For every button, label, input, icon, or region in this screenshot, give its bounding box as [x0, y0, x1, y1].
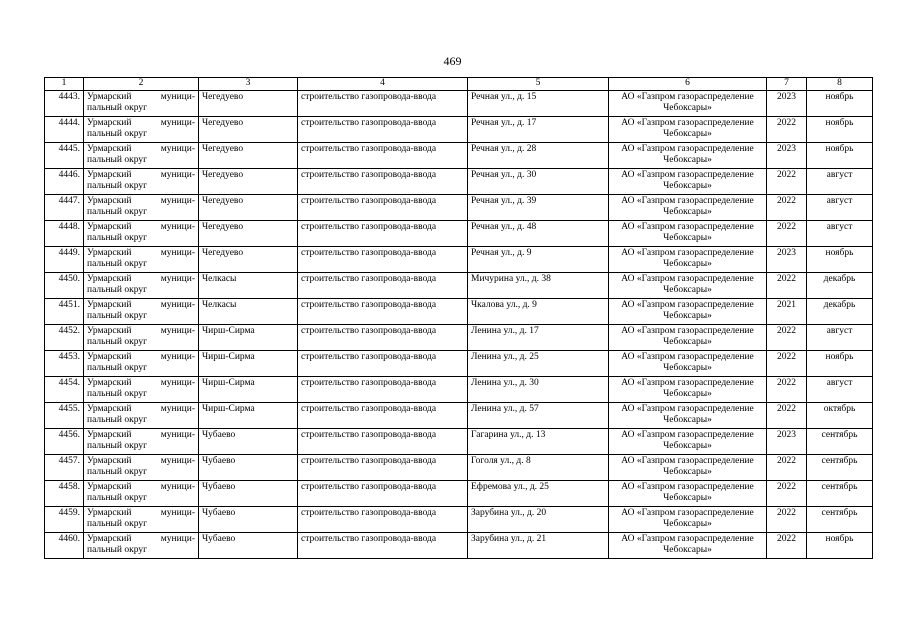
- address-cell: Ленина ул., д. 57: [468, 402, 609, 428]
- row-number-cell: 4451.: [45, 298, 84, 324]
- organization-line1: АО «Газпром газораспределение: [621, 299, 754, 310]
- organization-line1: АО «Газпром газораспределение: [621, 507, 754, 518]
- address-cell: Речная ул., д. 15: [468, 90, 609, 116]
- address-cell: Зарубина ул., д. 20: [468, 506, 609, 532]
- district-type-part2: пальный округ: [87, 441, 148, 451]
- row-number-cell: 4445.: [45, 142, 84, 168]
- row-number-cell: 4459.: [45, 506, 84, 532]
- address-cell: Ленина ул., д. 17: [468, 324, 609, 350]
- district-type-part1: муници-: [160, 507, 195, 518]
- month-cell: ноябрь: [807, 90, 873, 116]
- district-name: Урмарский: [87, 455, 132, 466]
- district-type-part1: муници-: [160, 533, 195, 544]
- organization-cell: [609, 532, 767, 558]
- organization-line1: АО «Газпром газораспределение: [621, 169, 754, 180]
- table-row: [45, 428, 873, 454]
- district-type-part1: муници-: [160, 143, 195, 154]
- district-name: Урмарский: [87, 91, 132, 102]
- organization-cell: [609, 220, 767, 246]
- district-type-part2: пальный округ: [87, 285, 148, 295]
- month-cell: октябрь: [807, 402, 873, 428]
- organization-line1: АО «Газпром газораспределение: [621, 351, 754, 362]
- month-cell: ноябрь: [807, 246, 873, 272]
- district-type-part1: муници-: [160, 429, 195, 440]
- address-cell: Гагарина ул., д. 13: [468, 428, 609, 454]
- organization-cell: [609, 350, 767, 376]
- work-type-cell: строительство газопровода-ввода: [298, 376, 468, 402]
- district-cell: [84, 272, 199, 298]
- district-type-part1: муници-: [160, 377, 195, 388]
- district-cell: [84, 376, 199, 402]
- organization-line1: АО «Газпром газораспределение: [621, 143, 754, 154]
- organization-line1: АО «Газпром газораспределение: [621, 117, 754, 128]
- organization-line1: АО «Газпром газораспределение: [621, 195, 754, 206]
- table-row: [45, 168, 873, 194]
- address-cell: Ефремова ул., д. 25: [468, 480, 609, 506]
- organization-line2: Чебоксары»: [663, 181, 712, 191]
- district-type-part2: пальный округ: [87, 415, 148, 425]
- settlement-cell: Чубаево: [199, 506, 298, 532]
- settlement-cell: Чегедуево: [199, 90, 298, 116]
- address-cell: Чкалова ул., д. 9: [468, 298, 609, 324]
- organization-line1: АО «Газпром газораспределение: [621, 325, 754, 336]
- district-cell: [84, 428, 199, 454]
- work-type-cell: строительство газопровода-ввода: [298, 168, 468, 194]
- organization-line2: Чебоксары»: [663, 519, 712, 529]
- year-cell: 2022: [767, 168, 807, 194]
- table-row: [45, 480, 873, 506]
- organization-cell: [609, 480, 767, 506]
- organization-line2: Чебоксары»: [663, 259, 712, 269]
- organization-cell: [609, 116, 767, 142]
- organization-line1: АО «Газпром газораспределение: [621, 377, 754, 388]
- organization-line2: Чебоксары»: [663, 155, 712, 165]
- row-number-cell: 4444.: [45, 116, 84, 142]
- district-type-part2: пальный округ: [87, 545, 148, 555]
- district-name: Урмарский: [87, 221, 132, 232]
- district-type-part2: пальный округ: [87, 233, 148, 243]
- organization-line1: АО «Газпром газораспределение: [621, 247, 754, 258]
- row-number-cell: 4443.: [45, 90, 84, 116]
- organization-line2: Чебоксары»: [663, 337, 712, 347]
- district-type-part2: пальный округ: [87, 311, 148, 321]
- row-number-cell: 4460.: [45, 532, 84, 558]
- address-cell: Гоголя ул., д. 8: [468, 454, 609, 480]
- organization-cell: [609, 90, 767, 116]
- work-type-cell: строительство газопровода-ввода: [298, 480, 468, 506]
- district-type-part1: муници-: [160, 455, 195, 466]
- district-cell: [84, 142, 199, 168]
- work-type-cell: строительство газопровода-ввода: [298, 116, 468, 142]
- district-type-part2: пальный округ: [87, 467, 148, 477]
- column-header: 2: [84, 78, 199, 91]
- organization-cell: [609, 428, 767, 454]
- district-name: Урмарский: [87, 117, 132, 128]
- district-type-part2: пальный округ: [87, 103, 148, 113]
- month-cell: ноябрь: [807, 350, 873, 376]
- month-cell: сентябрь: [807, 454, 873, 480]
- district-name: Урмарский: [87, 143, 132, 154]
- year-cell: 2022: [767, 402, 807, 428]
- organization-line2: Чебоксары»: [663, 415, 712, 425]
- organization-line2: Чебоксары»: [663, 233, 712, 243]
- month-cell: август: [807, 324, 873, 350]
- organization-cell: [609, 506, 767, 532]
- year-cell: 2023: [767, 428, 807, 454]
- row-number-cell: 4449.: [45, 246, 84, 272]
- address-cell: Мичурина ул., д. 38: [468, 272, 609, 298]
- district-type-part2: пальный округ: [87, 181, 148, 191]
- year-cell: 2022: [767, 272, 807, 298]
- organization-line1: АО «Газпром газораспределение: [621, 429, 754, 440]
- organization-line1: АО «Газпром газораспределение: [621, 481, 754, 492]
- table-row: [45, 532, 873, 558]
- year-cell: 2023: [767, 142, 807, 168]
- settlement-cell: Чирш-Сирма: [199, 402, 298, 428]
- table-row: [45, 220, 873, 246]
- organization-cell: [609, 402, 767, 428]
- district-cell: [84, 402, 199, 428]
- organization-cell: [609, 376, 767, 402]
- district-name: Урмарский: [87, 377, 132, 388]
- district-name: Урмарский: [87, 481, 132, 492]
- table-row: [45, 402, 873, 428]
- table-row: [45, 90, 873, 116]
- district-type-part1: муници-: [160, 325, 195, 336]
- row-number-cell: 4457.: [45, 454, 84, 480]
- district-name: Урмарский: [87, 533, 132, 544]
- district-cell: [84, 350, 199, 376]
- district-type-part1: муници-: [160, 117, 195, 128]
- district-type-part2: пальный округ: [87, 389, 148, 399]
- settlement-cell: Челкасы: [199, 298, 298, 324]
- work-type-cell: строительство газопровода-ввода: [298, 428, 468, 454]
- table-row: [45, 454, 873, 480]
- organization-line1: АО «Газпром газораспределение: [621, 221, 754, 232]
- work-type-cell: строительство газопровода-ввода: [298, 532, 468, 558]
- year-cell: 2022: [767, 454, 807, 480]
- address-cell: Ленина ул., д. 25: [468, 350, 609, 376]
- district-name: Урмарский: [87, 273, 132, 284]
- organization-line2: Чебоксары»: [663, 207, 712, 217]
- organization-line2: Чебоксары»: [663, 467, 712, 477]
- table-row: [45, 194, 873, 220]
- month-cell: сентябрь: [807, 506, 873, 532]
- column-header: 8: [807, 78, 873, 91]
- month-cell: август: [807, 376, 873, 402]
- district-name: Урмарский: [87, 507, 132, 518]
- settlement-cell: Чегедуево: [199, 168, 298, 194]
- work-type-cell: строительство газопровода-ввода: [298, 90, 468, 116]
- organization-cell: [609, 142, 767, 168]
- work-type-cell: строительство газопровода-ввода: [298, 194, 468, 220]
- year-cell: 2022: [767, 116, 807, 142]
- organization-line2: Чебоксары»: [663, 545, 712, 555]
- address-cell: Речная ул., д. 30: [468, 168, 609, 194]
- table-row: [45, 298, 873, 324]
- table-row: [45, 246, 873, 272]
- district-name: Урмарский: [87, 195, 132, 206]
- district-type-part1: муници-: [160, 481, 195, 492]
- year-cell: 2021: [767, 298, 807, 324]
- address-cell: Речная ул., д. 28: [468, 142, 609, 168]
- district-type-part2: пальный округ: [87, 493, 148, 503]
- district-cell: [84, 480, 199, 506]
- month-cell: сентябрь: [807, 428, 873, 454]
- district-type-part1: муници-: [160, 91, 195, 102]
- registry-table: [44, 77, 873, 559]
- district-name: Урмарский: [87, 169, 132, 180]
- district-type-part2: пальный округ: [87, 519, 148, 529]
- district-type-part1: муници-: [160, 169, 195, 180]
- row-number-cell: 4453.: [45, 350, 84, 376]
- year-cell: 2022: [767, 376, 807, 402]
- district-cell: [84, 324, 199, 350]
- month-cell: ноябрь: [807, 142, 873, 168]
- table-row: [45, 142, 873, 168]
- organization-line2: Чебоксары»: [663, 441, 712, 451]
- district-cell: [84, 116, 199, 142]
- district-type-part1: муници-: [160, 403, 195, 414]
- table-row: [45, 506, 873, 532]
- settlement-cell: Чубаево: [199, 428, 298, 454]
- column-header: 5: [468, 78, 609, 91]
- address-cell: Зарубина ул., д. 21: [468, 532, 609, 558]
- month-cell: август: [807, 168, 873, 194]
- column-header: 7: [767, 78, 807, 91]
- work-type-cell: строительство газопровода-ввода: [298, 246, 468, 272]
- organization-line1: АО «Газпром газораспределение: [621, 273, 754, 284]
- district-name: Урмарский: [87, 403, 132, 414]
- organization-line1: АО «Газпром газораспределение: [621, 533, 754, 544]
- year-cell: 2022: [767, 194, 807, 220]
- address-cell: Ленина ул., д. 30: [468, 376, 609, 402]
- organization-cell: [609, 246, 767, 272]
- organization-line2: Чебоксары»: [663, 363, 712, 373]
- year-cell: 2022: [767, 480, 807, 506]
- district-type-part1: муници-: [160, 221, 195, 232]
- district-cell: [84, 506, 199, 532]
- settlement-cell: Чубаево: [199, 480, 298, 506]
- month-cell: ноябрь: [807, 116, 873, 142]
- settlement-cell: Чирш-Сирма: [199, 350, 298, 376]
- organization-line2: Чебоксары»: [663, 129, 712, 139]
- settlement-cell: Чирш-Сирма: [199, 324, 298, 350]
- work-type-cell: строительство газопровода-ввода: [298, 506, 468, 532]
- settlement-cell: Чегедуево: [199, 194, 298, 220]
- header-row: [45, 78, 873, 91]
- work-type-cell: строительство газопровода-ввода: [298, 402, 468, 428]
- table-row: [45, 116, 873, 142]
- organization-line1: АО «Газпром газораспределение: [621, 403, 754, 414]
- district-name: Урмарский: [87, 351, 132, 362]
- district-name: Урмарский: [87, 299, 132, 310]
- organization-line2: Чебоксары»: [663, 311, 712, 321]
- district-type-part1: муници-: [160, 273, 195, 284]
- district-type-part2: пальный округ: [87, 207, 148, 217]
- district-type-part1: муници-: [160, 299, 195, 310]
- district-cell: [84, 246, 199, 272]
- district-cell: [84, 454, 199, 480]
- year-cell: 2022: [767, 350, 807, 376]
- table-row: [45, 376, 873, 402]
- table-row: [45, 324, 873, 350]
- organization-line2: Чебоксары»: [663, 285, 712, 295]
- address-cell: Речная ул., д. 9: [468, 246, 609, 272]
- district-cell: [84, 220, 199, 246]
- district-type-part1: муници-: [160, 195, 195, 206]
- row-number-cell: 4447.: [45, 194, 84, 220]
- district-cell: [84, 90, 199, 116]
- address-cell: Речная ул., д. 17: [468, 116, 609, 142]
- organization-line2: Чебоксары»: [663, 389, 712, 399]
- district-name: Урмарский: [87, 429, 132, 440]
- work-type-cell: строительство газопровода-ввода: [298, 220, 468, 246]
- work-type-cell: строительство газопровода-ввода: [298, 272, 468, 298]
- organization-cell: [609, 298, 767, 324]
- district-type-part2: пальный округ: [87, 337, 148, 347]
- row-number-cell: 4455.: [45, 402, 84, 428]
- settlement-cell: Чегедуево: [199, 220, 298, 246]
- month-cell: декабрь: [807, 272, 873, 298]
- row-number-cell: 4452.: [45, 324, 84, 350]
- work-type-cell: строительство газопровода-ввода: [298, 350, 468, 376]
- table-row: [45, 272, 873, 298]
- year-cell: 2022: [767, 324, 807, 350]
- organization-line2: Чебоксары»: [663, 493, 712, 503]
- month-cell: август: [807, 220, 873, 246]
- settlement-cell: Чегедуево: [199, 142, 298, 168]
- month-cell: сентябрь: [807, 480, 873, 506]
- work-type-cell: строительство газопровода-ввода: [298, 454, 468, 480]
- settlement-cell: Чегедуево: [199, 116, 298, 142]
- settlement-cell: Челкасы: [199, 272, 298, 298]
- organization-cell: [609, 194, 767, 220]
- organization-line1: АО «Газпром газораспределение: [621, 91, 754, 102]
- page-number: 469: [443, 54, 462, 68]
- column-header: 1: [45, 78, 84, 91]
- district-type-part2: пальный округ: [87, 155, 148, 165]
- organization-line1: АО «Газпром газораспределение: [621, 455, 754, 466]
- district-name: Урмарский: [87, 325, 132, 336]
- year-cell: 2022: [767, 220, 807, 246]
- district-type-part2: пальный округ: [87, 363, 148, 373]
- work-type-cell: строительство газопровода-ввода: [298, 324, 468, 350]
- row-number-cell: 4446.: [45, 168, 84, 194]
- column-header: 4: [298, 78, 468, 91]
- settlement-cell: Чегедуево: [199, 246, 298, 272]
- row-number-cell: 4450.: [45, 272, 84, 298]
- month-cell: ноябрь: [807, 532, 873, 558]
- row-number-cell: 4448.: [45, 220, 84, 246]
- column-header: 3: [199, 78, 298, 91]
- organization-cell: [609, 454, 767, 480]
- settlement-cell: Чубаево: [199, 532, 298, 558]
- district-cell: [84, 194, 199, 220]
- district-type-part2: пальный округ: [87, 259, 148, 269]
- work-type-cell: строительство газопровода-ввода: [298, 298, 468, 324]
- district-type-part2: пальный округ: [87, 129, 148, 139]
- settlement-cell: Чирш-Сирма: [199, 376, 298, 402]
- column-header: 6: [609, 78, 767, 91]
- address-cell: Речная ул., д. 48: [468, 220, 609, 246]
- year-cell: 2022: [767, 506, 807, 532]
- district-name: Урмарский: [87, 247, 132, 258]
- table-row: [45, 350, 873, 376]
- district-cell: [84, 532, 199, 558]
- work-type-cell: строительство газопровода-ввода: [298, 142, 468, 168]
- row-number-cell: 4454.: [45, 376, 84, 402]
- district-type-part1: муници-: [160, 351, 195, 362]
- organization-cell: [609, 168, 767, 194]
- organization-cell: [609, 324, 767, 350]
- organization-cell: [609, 272, 767, 298]
- district-cell: [84, 168, 199, 194]
- month-cell: декабрь: [807, 298, 873, 324]
- district-cell: [84, 298, 199, 324]
- organization-line2: Чебоксары»: [663, 103, 712, 113]
- district-type-part1: муници-: [160, 247, 195, 258]
- year-cell: 2023: [767, 246, 807, 272]
- row-number-cell: 4458.: [45, 480, 84, 506]
- month-cell: август: [807, 194, 873, 220]
- settlement-cell: Чубаево: [199, 454, 298, 480]
- row-number-cell: 4456.: [45, 428, 84, 454]
- address-cell: Речная ул., д. 39: [468, 194, 609, 220]
- year-cell: 2023: [767, 90, 807, 116]
- year-cell: 2022: [767, 532, 807, 558]
